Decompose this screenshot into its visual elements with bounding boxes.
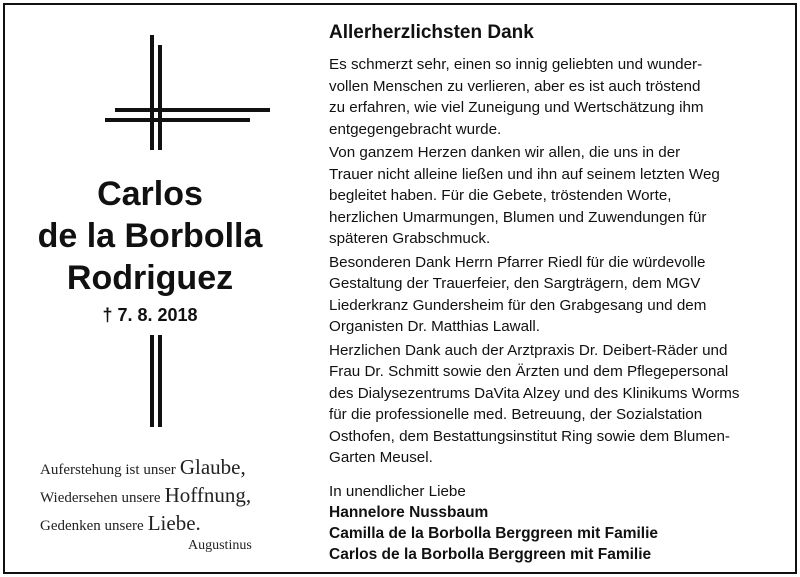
verse-author: Augustinus (188, 538, 252, 553)
deceased-name-line-3: Rodriguez (66, 259, 234, 297)
verse-line-2-text: Wiedersehen unsere (40, 490, 161, 506)
verse-line-3-emphasis: Liebe. (147, 511, 201, 535)
verse-line-3 (40, 511, 201, 536)
deceased-name-line-1: Carlos (97, 175, 203, 213)
verse-line-3-text: Gedenken unsere (40, 518, 144, 534)
deceased-name-line-2: de la Borbolla (37, 217, 263, 255)
signature-name-2: Camilla de la Borbolla Berggreen mit Familie (329, 524, 659, 542)
thanks-paragraph-2: Von ganzem Herzen danken wir allen, die uns in der Trauer nicht alleine ließen und ihn auf seinem letzten Weg begleitet haben. Für die Gebete, tröstenden Worte, herzlichen Umarmungen, Blumen und Zuwendungen für späteren Grabschmuck. (329, 144, 720, 247)
thanks-column (329, 22, 769, 565)
verse-line-1-emphasis: Glaube, (179, 455, 246, 479)
thanks-paragraph-1: Es schmerzt sehr, einen so innig geliebten und wunder- vollen Menschen zu verlieren, aber es ist auch tröstend zu erfahren, wie viel Zuneigung und Wertschätzung ihm entgegengebracht wurde. (329, 56, 704, 138)
thanks-heading: Allerherzlichsten Dank (329, 22, 534, 43)
verse-line-2 (40, 483, 251, 508)
signature-name-3: Carlos de la Borbolla Berggreen mit Familie (329, 545, 652, 563)
verse-line-2-emphasis: Hoffnung, (164, 483, 252, 507)
signature-intro: In unendlicher Liebe (329, 482, 466, 500)
signature-name-1: Hannelore Nussbaum (329, 503, 489, 521)
thanks-paragraph-3: Besonderen Dank Herrn Pfarrer Riedl für die würdevolle Gestaltung der Trauerfeier, den Sargträgern, dem MGV Liederkranz Gundersheim für den Grabgesang und dem Organisten Dr. Matthias Lawall. (329, 253, 707, 335)
death-date: † 7. 8. 2018 (102, 305, 198, 325)
thanks-paragraph-4: Herzlichen Dank auch der Arztpraxis Dr. Deibert-Räder und Frau Dr. Schmitt sowie den Ärzten und dem Pflegepersonal des Dialysezentrums DaVita Alzey und des Klinikums Worms für die professionelle med. Betreuung, der Sozialstation Osthofen, dem Bestattungsinstitut Ring sowie dem Blumen- Garten Meusel. (329, 341, 740, 466)
verse-line-1-text: Auferstehung ist unser (40, 462, 176, 478)
verse-line-1 (40, 455, 246, 480)
